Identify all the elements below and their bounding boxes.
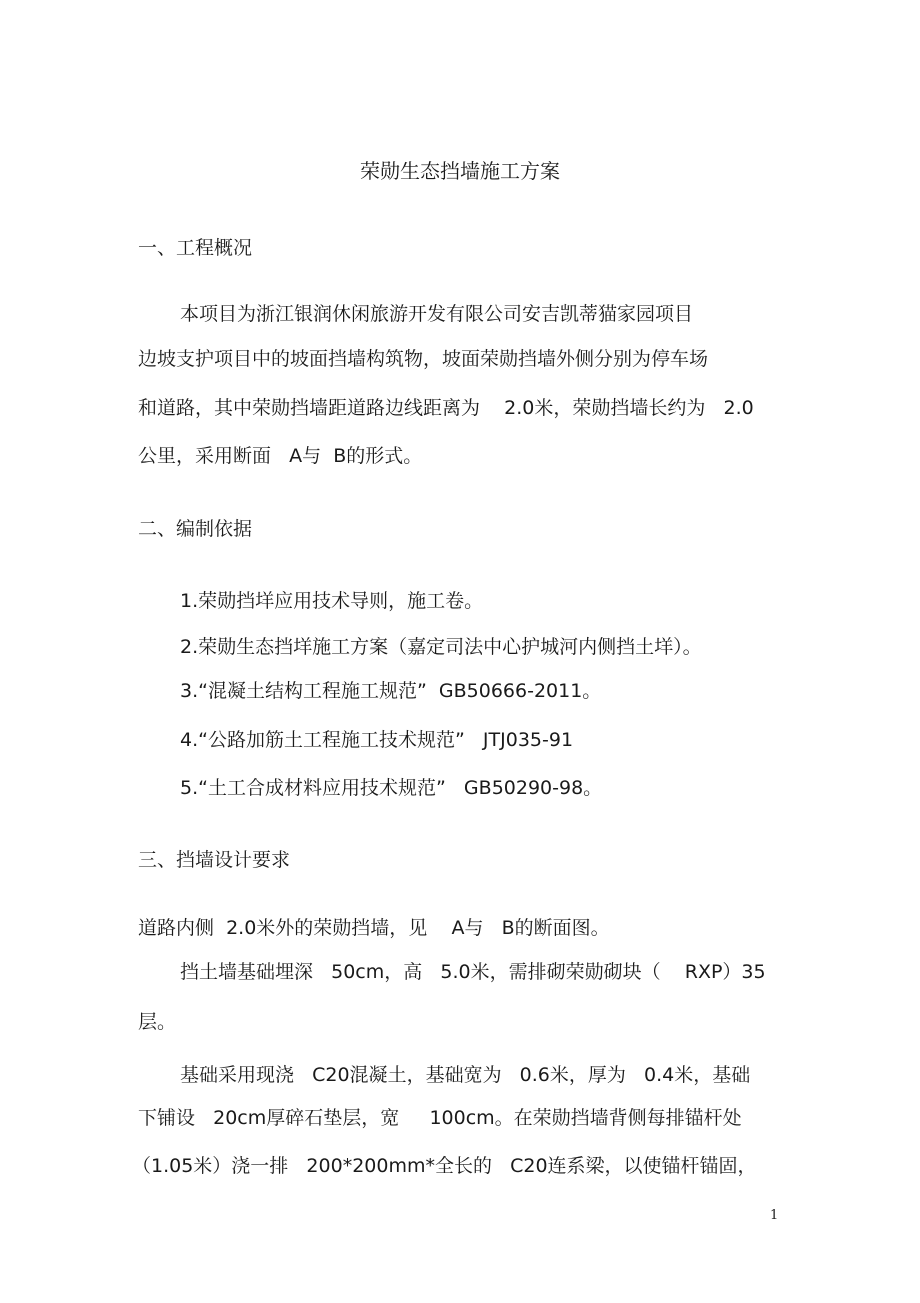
paragraph-line: 挡土墙基础埋深 50cm，高 5.0米，需排砌荣勋砌块（ RXP）35 <box>180 961 766 983</box>
reference-item: 2.荣勋生态挡垟施工方案（嘉定司法中心护城河内侧挡土垟）。 <box>180 636 702 658</box>
paragraph-line: 下铺设 20cm厚碎石垫层，宽 100cm。在荣勋挡墙背侧每排锚杆处 <box>138 1107 742 1129</box>
reference-item: 4.“公路加筋土工程施工技术规范” JTJ035-91 <box>180 729 574 751</box>
reference-item: 5.“土工合成材料应用技术规范” GB50290-98。 <box>180 777 603 799</box>
reference-item: 3.“混凝土结构工程施工规范” GB50666-2011。 <box>180 680 602 702</box>
paragraph-line: 道路内侧 2.0米外的荣勋挡墙，见 A与 B的断面图。 <box>138 917 610 939</box>
page-number: 1 <box>770 1208 779 1223</box>
section-heading-requirements: 三、挡墙设计要求 <box>138 849 291 871</box>
paragraph-line: 本项目为浙江银润休闲旅游开发有限公司安吉凯蒂猫家园项目 <box>180 303 694 325</box>
paragraph-line: 公里，采用断面 A与 B的形式。 <box>138 445 423 467</box>
reference-item: 1.荣勋挡垟应用技术导则，施工卷。 <box>180 590 484 612</box>
document-title: 荣勋生态挡墙施工方案 <box>360 159 560 183</box>
section-heading-overview: 一、工程概况 <box>138 237 253 259</box>
section-heading-basis: 二、编制依据 <box>138 518 253 540</box>
paragraph-line: 层。 <box>138 1011 177 1033</box>
paragraph-line: 和道路，其中荣勋挡墙距道路边线距离为 2.0米，荣勋挡墙长约为 2.0 <box>138 397 754 419</box>
paragraph-line: 边坡支护项目中的坡面挡墙构筑物，坡面荣勋挡墙外侧分别为停车场 <box>138 348 709 370</box>
paragraph-line: （1.05米）浇一排 200*200mm*全长的 C20连系梁，以使锚杆锚固， <box>132 1155 757 1177</box>
paragraph-line: 基础采用现浇 C20混凝土，基础宽为 0.6米，厚为 0.4米，基础 <box>180 1064 751 1086</box>
